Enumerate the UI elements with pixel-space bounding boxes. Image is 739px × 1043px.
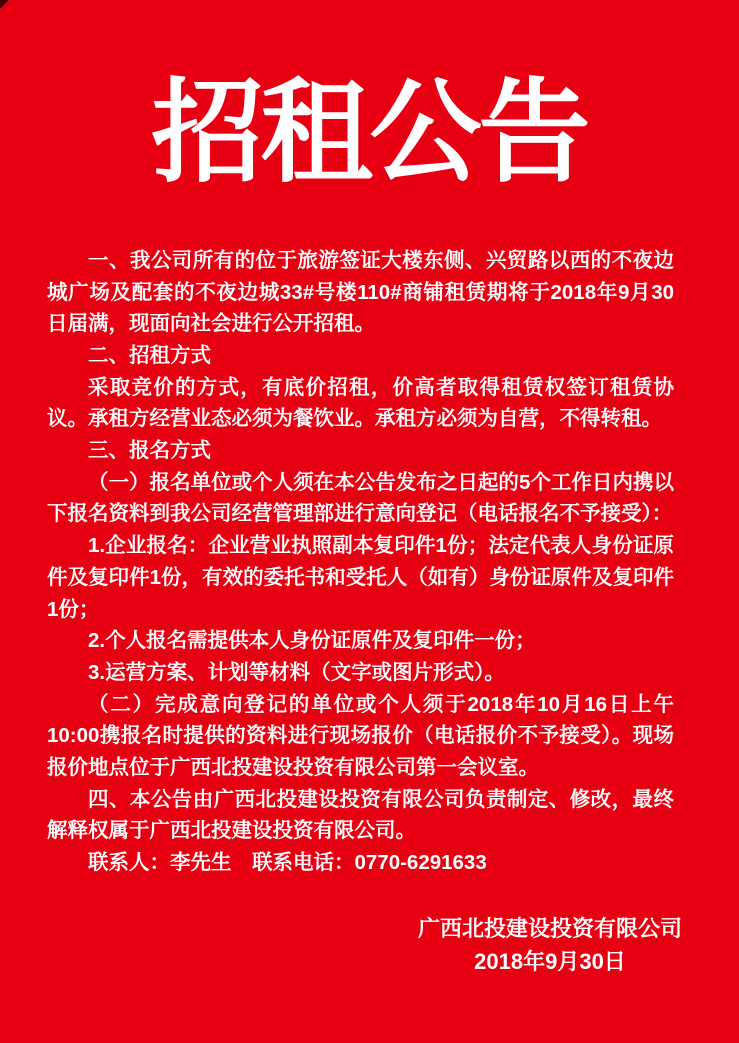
signature-inner	[418, 912, 682, 978]
signature-date: 2018年9月30日	[474, 948, 626, 974]
paragraph-bidding: （二）完成意向登记的单位或个人须于2018年10月16日上午10:00携报名时提供的资料进行现场报价（电话报价不予接受）。现场报价地点位于广西北投建设投资有限公司第一会议室。	[47, 692, 674, 780]
paragraph-interpretation: 四、本公告由广西北投建设投资有限公司负责制定、修改，最终解释权属于广西北投建设投资有限公司。	[47, 787, 674, 843]
paragraph-heading-lease-method: 二、招租方式	[88, 343, 211, 367]
signature-block	[0, 912, 682, 978]
signature-company: 广西北投建设投资有限公司	[417, 915, 682, 941]
announcement-body	[47, 245, 674, 879]
paragraph-item-1: 一、我公司所有的位于旅游签证大楼东侧、兴贸路以西的不夜边城广场及配套的不夜边城33#号楼110#商铺租赁期将于2018年9月30日届满，现面向社会进行公开招租。	[47, 248, 674, 336]
poster-title: 招租公告	[151, 72, 588, 196]
scan-artifact-mark	[0, 0, 9, 9]
paragraph-registration-intro: （一）报名单位或个人须在本公告发布之日起的5个工作日内携以下报名资料到我公司经营管理部进行意向登记（电话报名不予接受）：	[47, 470, 674, 526]
paragraph-lease-method: 采取竞价的方式，有底价招租，价高者取得租赁权签订租赁协议。承租方经营业态必须为餐饮业。承租方必须为自营，不得转租。	[47, 375, 674, 431]
paragraph-company-registration: 1.企业报名：企业营业执照副本复印件1份；法定代表人身份证原件及复印件1份，有效的委托书和受托人（如有）身份证原件及复印件1份；	[47, 534, 674, 621]
contact-line: 联系人：李先生 联系电话：0770-6291633	[88, 851, 487, 875]
paragraph-individual-registration: 2.个人报名需提供本人身份证原件及复印件一份；	[88, 629, 536, 653]
paragraph-heading-registration: 三、报名方式	[88, 439, 211, 463]
paragraph-materials: 3.运营方案、计划等材料（文字或图片形式）。	[88, 660, 505, 684]
